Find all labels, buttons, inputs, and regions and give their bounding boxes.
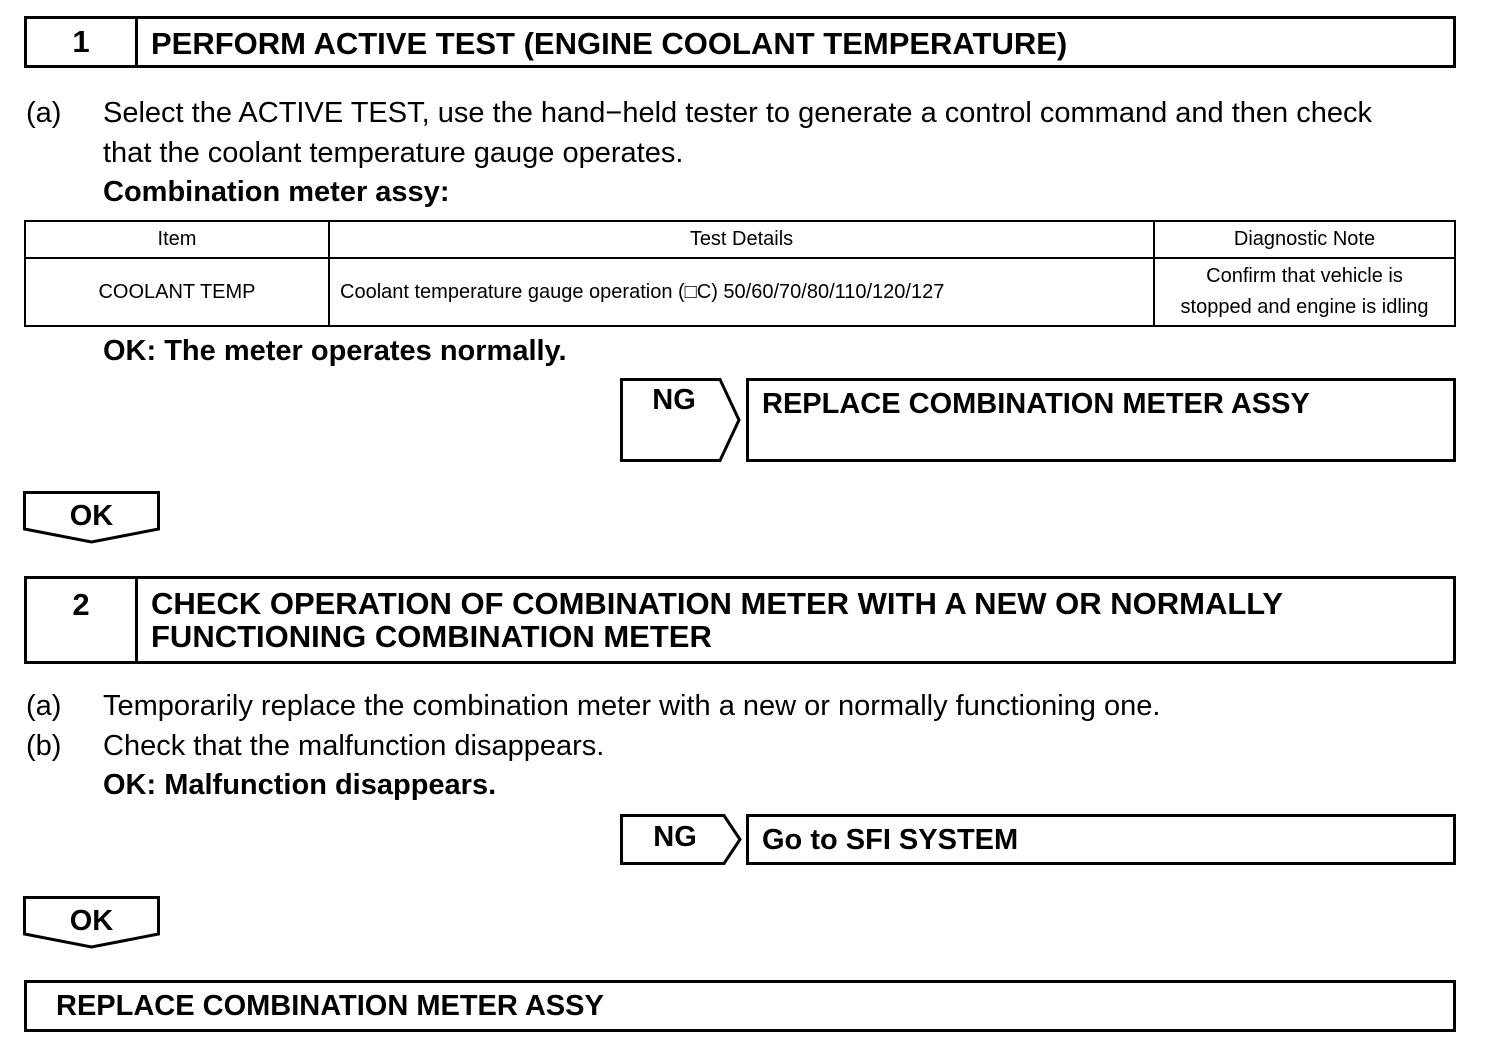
step-2-ng-action-box	[746, 814, 1456, 865]
diagnostic-note-line1: Confirm that vehicle is	[1206, 265, 1403, 287]
step-1-ng-action-box	[746, 378, 1456, 462]
step-2-ng-action: Go to SFI SYSTEM	[762, 824, 1019, 856]
step-2-title-line1: CHECK OPERATION OF COMBINATION METER WITH A NEW OR NORMALLY	[151, 586, 1284, 621]
table-header-test-details: Test Details	[329, 221, 1154, 258]
step-1-ok-label: OK	[69, 500, 114, 532]
step-1-instruction-a-line1: Select the ACTIVE TEST, use the hand−held tester to generate a control command and then check	[103, 97, 1372, 129]
table-cell-diagnostic-note	[1154, 258, 1455, 326]
step-2-instruction-b-marker: (b)	[26, 730, 62, 762]
step-1-ng-arrow	[620, 378, 744, 462]
step-2-ok-tag	[23, 896, 160, 950]
step-2-ok-label: OK	[69, 905, 114, 937]
step-2-ok-condition: OK: Malfunction disappears.	[103, 769, 497, 801]
step-2-ng-arrow	[620, 814, 744, 865]
step-2-header	[24, 576, 1456, 664]
diagnostic-note-line2: stopped and engine is idling	[1180, 296, 1429, 318]
final-action: REPLACE COMBINATION METER ASSY	[56, 990, 604, 1022]
final-action-box	[24, 980, 1456, 1032]
active-test-table	[24, 220, 1456, 327]
step-1-ok-tag	[23, 491, 160, 545]
step-1-ng-action: REPLACE COMBINATION METER ASSY	[762, 388, 1310, 420]
step-1-instruction-a-marker: (a)	[26, 97, 62, 129]
step-1-header	[24, 16, 1456, 68]
table-header-diagnostic-note: Diagnostic Note	[1154, 221, 1455, 258]
table-row	[25, 258, 1455, 326]
step-1-ok-condition: OK: The meter operates normally.	[103, 335, 567, 367]
step-1-ng-label: NG	[652, 384, 696, 416]
table-header-item: Item	[25, 221, 329, 258]
step-1-title: PERFORM ACTIVE TEST (ENGINE COOLANT TEMPERATURE)	[151, 26, 1068, 61]
step-2-instruction-a-marker: (a)	[26, 690, 62, 722]
step-2-ng-label: NG	[653, 821, 697, 853]
table-cell-test-details: Coolant temperature gauge operation (□C) 50/60/70/80/110/120/127	[329, 258, 1154, 326]
step-1-number: 1	[27, 19, 138, 65]
step-2-title	[151, 587, 1445, 653]
table-cell-item: COOLANT TEMP	[25, 258, 329, 326]
step-1-instruction-a-line2: that the coolant temperature gauge operates.	[103, 137, 684, 169]
step-2-number: 2	[27, 579, 138, 661]
table-header-row	[25, 221, 1455, 258]
step-1-subheading: Combination meter assy:	[103, 176, 450, 208]
step-2-instruction-b: Check that the malfunction disappears.	[103, 730, 605, 762]
step-2-instruction-a: Temporarily replace the combination meter with a new or normally functioning one.	[103, 690, 1161, 722]
step-2-title-line2: FUNCTIONING COMBINATION METER	[151, 619, 712, 654]
